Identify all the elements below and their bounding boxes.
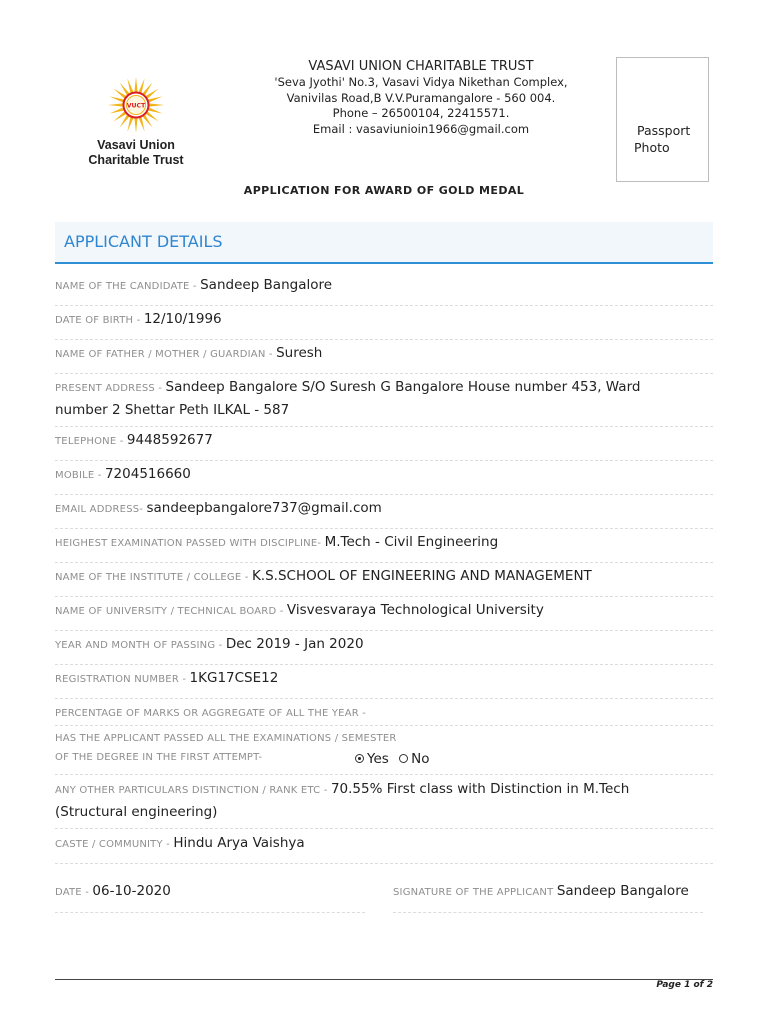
field-value: 70.55% First class with Distinction in M.Tech — [330, 781, 630, 797]
section-header — [55, 222, 713, 264]
field-value: 9448592677 — [126, 432, 213, 448]
field-row-guardian — [55, 342, 713, 374]
trust-logo — [84, 76, 188, 168]
field-row-exam — [55, 531, 713, 563]
field-label: PERCENTAGE OF MARKS OR AGGREGATE OF ALL THE YEAR - — [55, 708, 367, 719]
field-label: MOBILE - — [55, 470, 105, 481]
org-phone: Phone – 26500104, 22415571. — [332, 106, 510, 120]
field-label: HEIGHEST EXAMINATION PASSED WITH DISCIPLINE- — [55, 538, 325, 549]
org-name: VASAVI UNION CHARITABLE TRUST — [308, 59, 534, 74]
field-value: 12/10/1996 — [143, 311, 222, 327]
field-label: NAME OF FATHER / MOTHER / GUARDIAN - — [55, 349, 277, 360]
field-label: SIGNATURE OF THE APPLICANT — [393, 887, 557, 898]
field-row-caste — [55, 832, 713, 864]
field-row-registration — [55, 667, 713, 699]
field-value: Dec 2019 - Jan 2020 — [225, 636, 364, 652]
field-value-continued: (Structural engineering) — [55, 804, 218, 820]
field-label: EMAIL ADDRESS- — [55, 504, 147, 515]
field-row-distinction — [55, 778, 713, 829]
org-email: Email : vasaviunioin1966@gmail.com — [312, 121, 530, 136]
field-value: Suresh — [276, 345, 323, 361]
field-value: Hindu Arya Vaishya — [173, 835, 305, 851]
radio-no-label: No — [411, 751, 430, 767]
field-value-continued: number 2 Shettar Peth ILKAL - 587 — [55, 402, 290, 418]
logo-line-2: Charitable Trust — [88, 153, 184, 167]
sun-petal — [108, 103, 124, 106]
field-label: NAME OF THE INSTITUTE / COLLEGE - — [55, 572, 252, 583]
field-row-passing — [55, 633, 713, 665]
field-row-candidate — [55, 274, 713, 306]
field-row-first-attempt — [55, 729, 713, 775]
field-row-institute — [55, 565, 713, 597]
field-label: DATE OF BIRTH - — [55, 315, 144, 326]
field-label: HAS THE APPLICANT PASSED ALL THE EXAMINATIONS / SEMESTER — [55, 733, 397, 744]
first-attempt-radio-group — [355, 751, 429, 767]
field-value: 1KG17CSE12 — [189, 670, 279, 686]
footer-rule — [55, 979, 713, 980]
field-row-mobile — [55, 463, 713, 495]
field-label: TELEPHONE - — [55, 436, 127, 447]
passport-photo-box — [616, 57, 709, 182]
org-address-line-2: Vanivilas Road,B V.V.Puramangalore - 560 004. — [286, 90, 556, 105]
field-row-signature — [393, 880, 703, 913]
org-address-line-1: 'Seva Jyothi' No.3, Vasavi Vidya Nikethan Complex, — [274, 75, 568, 89]
field-label: PRESENT ADDRESS - — [55, 383, 166, 394]
field-value: Sandeep Bangalore — [556, 883, 689, 899]
field-value: Visvesvaraya Technological University — [286, 602, 544, 618]
sun-emblem-icon — [107, 76, 165, 134]
field-value: Sandeep Bangalore S/O Suresh G Bangalore House number 453, Ward — [165, 379, 641, 395]
radio-yes-label: Yes — [367, 751, 389, 767]
field-row-address — [55, 376, 713, 427]
field-row-university — [55, 599, 713, 631]
form-title: APPLICATION FOR AWARD OF GOLD MEDAL — [243, 184, 525, 197]
field-label-continued: OF THE DEGREE IN THE FIRST ATTEMPT- — [55, 752, 263, 763]
field-value: 7204516660 — [104, 466, 191, 482]
field-label: NAME OF THE CANDIDATE - — [55, 281, 201, 292]
field-label: NAME OF UNIVERSITY / TECHNICAL BOARD - — [55, 606, 287, 617]
field-row-percentage — [55, 701, 713, 726]
photo-label-line-1: Passport — [637, 123, 691, 138]
field-value: 06-10-2020 — [92, 883, 171, 899]
radio-yes[interactable] — [355, 754, 364, 763]
field-value: Sandeep Bangalore — [200, 277, 333, 293]
field-label: CASTE / COMMUNITY - — [55, 839, 174, 850]
photo-label-line-2: Photo — [634, 140, 670, 155]
radio-no[interactable] — [399, 754, 408, 763]
field-value: K.S.SCHOOL OF ENGINEERING AND MANAGEMENT — [251, 568, 592, 584]
organization-header — [256, 58, 586, 137]
section-title: APPLICANT DETAILS — [64, 232, 223, 251]
page-number: Page 1 of 2 — [656, 980, 713, 990]
field-row-email — [55, 497, 713, 529]
sun-petal — [148, 103, 164, 106]
sun-petal — [134, 117, 137, 133]
field-row-date — [55, 880, 365, 913]
field-label: ANY OTHER PARTICULARS DISTINCTION / RANK ETC - — [55, 785, 331, 796]
field-label: REGISTRATION NUMBER - — [55, 674, 190, 685]
field-value: sandeepbangalore737@gmail.com — [146, 500, 382, 516]
field-label: YEAR AND MONTH OF PASSING - — [55, 640, 226, 651]
sun-petal — [134, 77, 137, 93]
logo-seal-text: VUCT — [126, 102, 146, 110]
logo-line-1: Vasavi Union — [97, 138, 175, 152]
field-row-dob — [55, 308, 713, 340]
field-label: DATE - — [55, 887, 93, 898]
field-row-telephone — [55, 429, 713, 461]
field-value: M.Tech - Civil Engineering — [324, 534, 499, 550]
